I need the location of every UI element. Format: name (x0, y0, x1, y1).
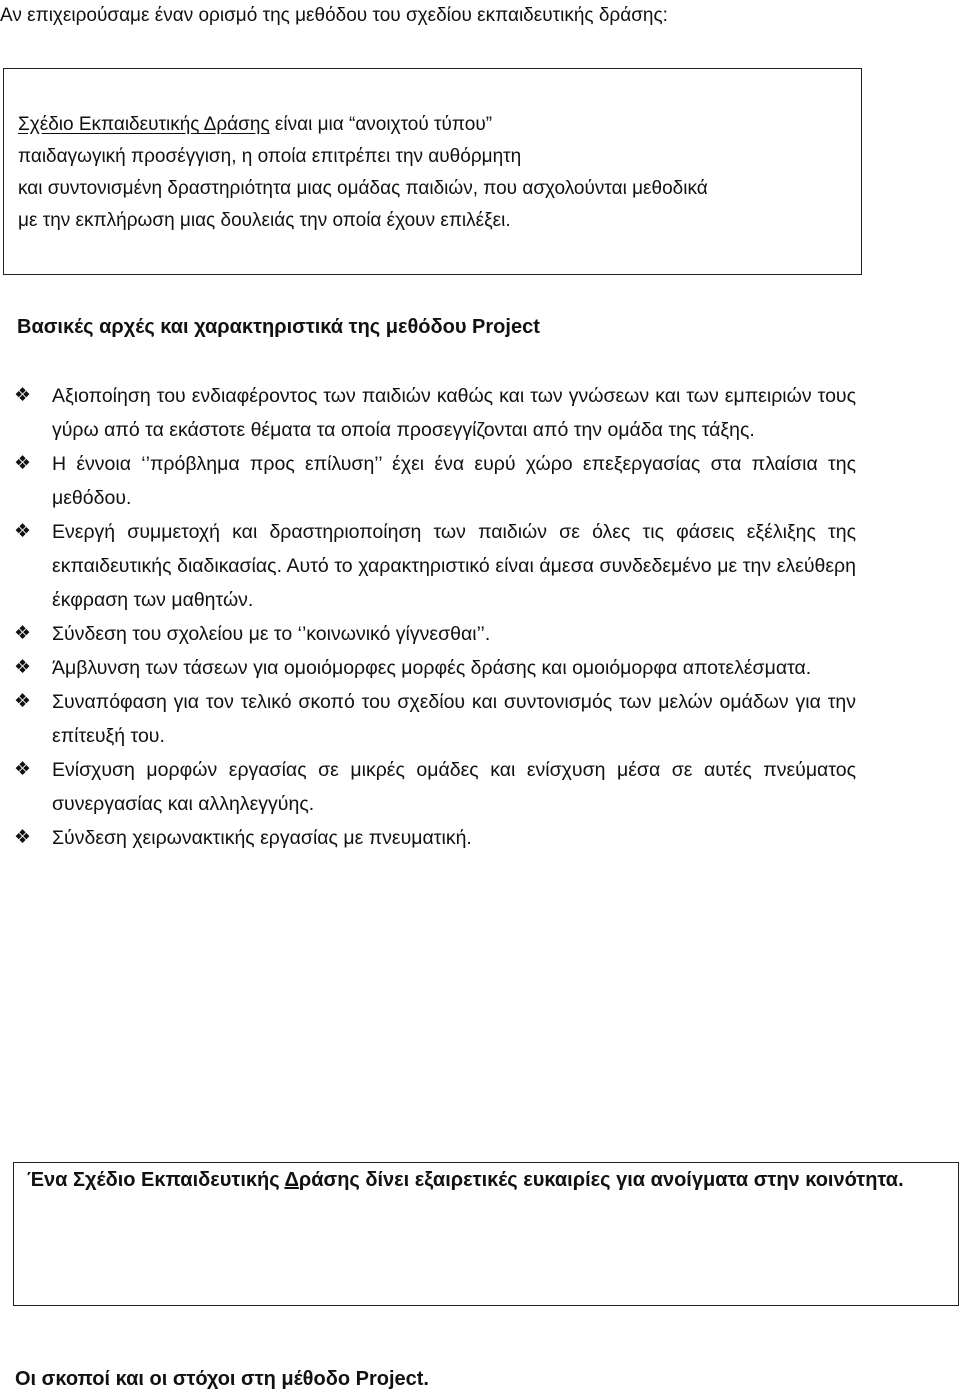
definition-text (18, 109, 708, 237)
conclusion-text (27, 1163, 945, 1197)
list-item-text: Σύνδεση χειρωνακτικής εργασίας με πνευματική. (52, 827, 472, 849)
list-item-text: Ενίσχυση μορφών εργασίας σε μικρές ομάδες και ενίσχυση μέσα σε αυτές πνεύματος συνεργασίας και αλληλεγγύης. (52, 759, 856, 815)
definition-box (3, 68, 862, 275)
list-item-text: Αξιοποίηση του ενδιαφέροντος των παιδιών καθώς και των γνώσεων και των εμπειριών τους γύρω από τα εκάστοτε θέματα τα οποία προσεγγίζονται από την ομάδα της τάξης. (52, 385, 856, 441)
list-item (14, 379, 856, 447)
definition-line-4: με την εκπλήρωση μιας δουλειάς την οποία έχουν επιλέξει. (18, 210, 511, 231)
list-item-text: Συναπόφαση για τον τελικό σκοπό του σχεδίου και συντονισμός των μελών ομάδων για την επίτευξή του. (52, 691, 856, 747)
intro-text: Αν επιχειρούσαμε έναν ορισμό της μεθόδου του σχεδίου εκπαιδευτικής δράσης: (0, 5, 668, 26)
conclusion-underlined: Δ (284, 1169, 299, 1191)
four-diamond-bullet-icon: ❖ (14, 521, 32, 542)
conclusion-before: Ένα Σχέδιο Εκπαιδευτικής (27, 1169, 285, 1191)
four-diamond-bullet-icon: ❖ (14, 691, 32, 712)
definition-line-2: παιδαγωγική προσέγγιση, η οποία επιτρέπει την αυθόρμητη (18, 146, 522, 167)
four-diamond-bullet-icon: ❖ (14, 385, 32, 406)
four-diamond-bullet-icon: ❖ (14, 759, 32, 780)
definition-line-1-rest: είναι μια “ανοιχτού τύπου” (269, 114, 493, 135)
list-item-text: Η έννοια ‘’πρόβλημα προς επίλυση’’ έχει ένα ευρύ χώρο επεξεργασίας στα πλαίσια της μεθόδου. (52, 453, 856, 509)
section-title: Βασικές αρχές και χαρακτηριστικά της μεθόδου Project (17, 316, 540, 338)
principles-list (14, 379, 856, 855)
list-item (14, 651, 856, 685)
conclusion-box (13, 1162, 959, 1306)
list-item (14, 447, 856, 515)
list-item-text: Σύνδεση του σχολείου με το ‘’κοινωνικό γίγνεσθαι’’. (52, 623, 491, 645)
list-item-text: Ενεργή συμμετοχή και δραστηριοποίηση των παιδιών σε όλες τις φάσεις εξέλιξης της εκπαιδευτικής διαδικασίας. Αυτό το χαρακτηριστικό είναι άμεσα συνδεδεμένο με την ελεύθερη έκφραση των μαθητών. (52, 521, 856, 611)
list-item (14, 753, 856, 821)
list-item (14, 617, 856, 651)
four-diamond-bullet-icon: ❖ (14, 453, 32, 474)
four-diamond-bullet-icon: ❖ (14, 623, 32, 644)
definition-line-3: και συντονισμένη δραστηριότητα μιας ομάδας παιδιών, που ασχολούνται μεθοδικά (18, 178, 708, 199)
definition-term: Σχέδιο Εκπαιδευτικής Δράσης (18, 114, 270, 135)
list-item-text: Άμβλυνση των τάσεων για ομοιόμορφες μορφές δράσης και ομοιόμορφα αποτελέσματα. (52, 657, 812, 679)
conclusion-after: ράσης δίνει εξαιρετικές ευκαιρίες για ανοίγματα στην κοινότητα. (298, 1169, 904, 1191)
four-diamond-bullet-icon: ❖ (14, 827, 32, 848)
final-heading: Οι σκοποί και οι στόχοι στη μέθοδο Project. (15, 1368, 429, 1390)
list-item (14, 685, 856, 753)
list-item (14, 515, 856, 617)
four-diamond-bullet-icon: ❖ (14, 657, 32, 678)
list-item (14, 821, 856, 855)
definition-line-1 (18, 109, 708, 141)
